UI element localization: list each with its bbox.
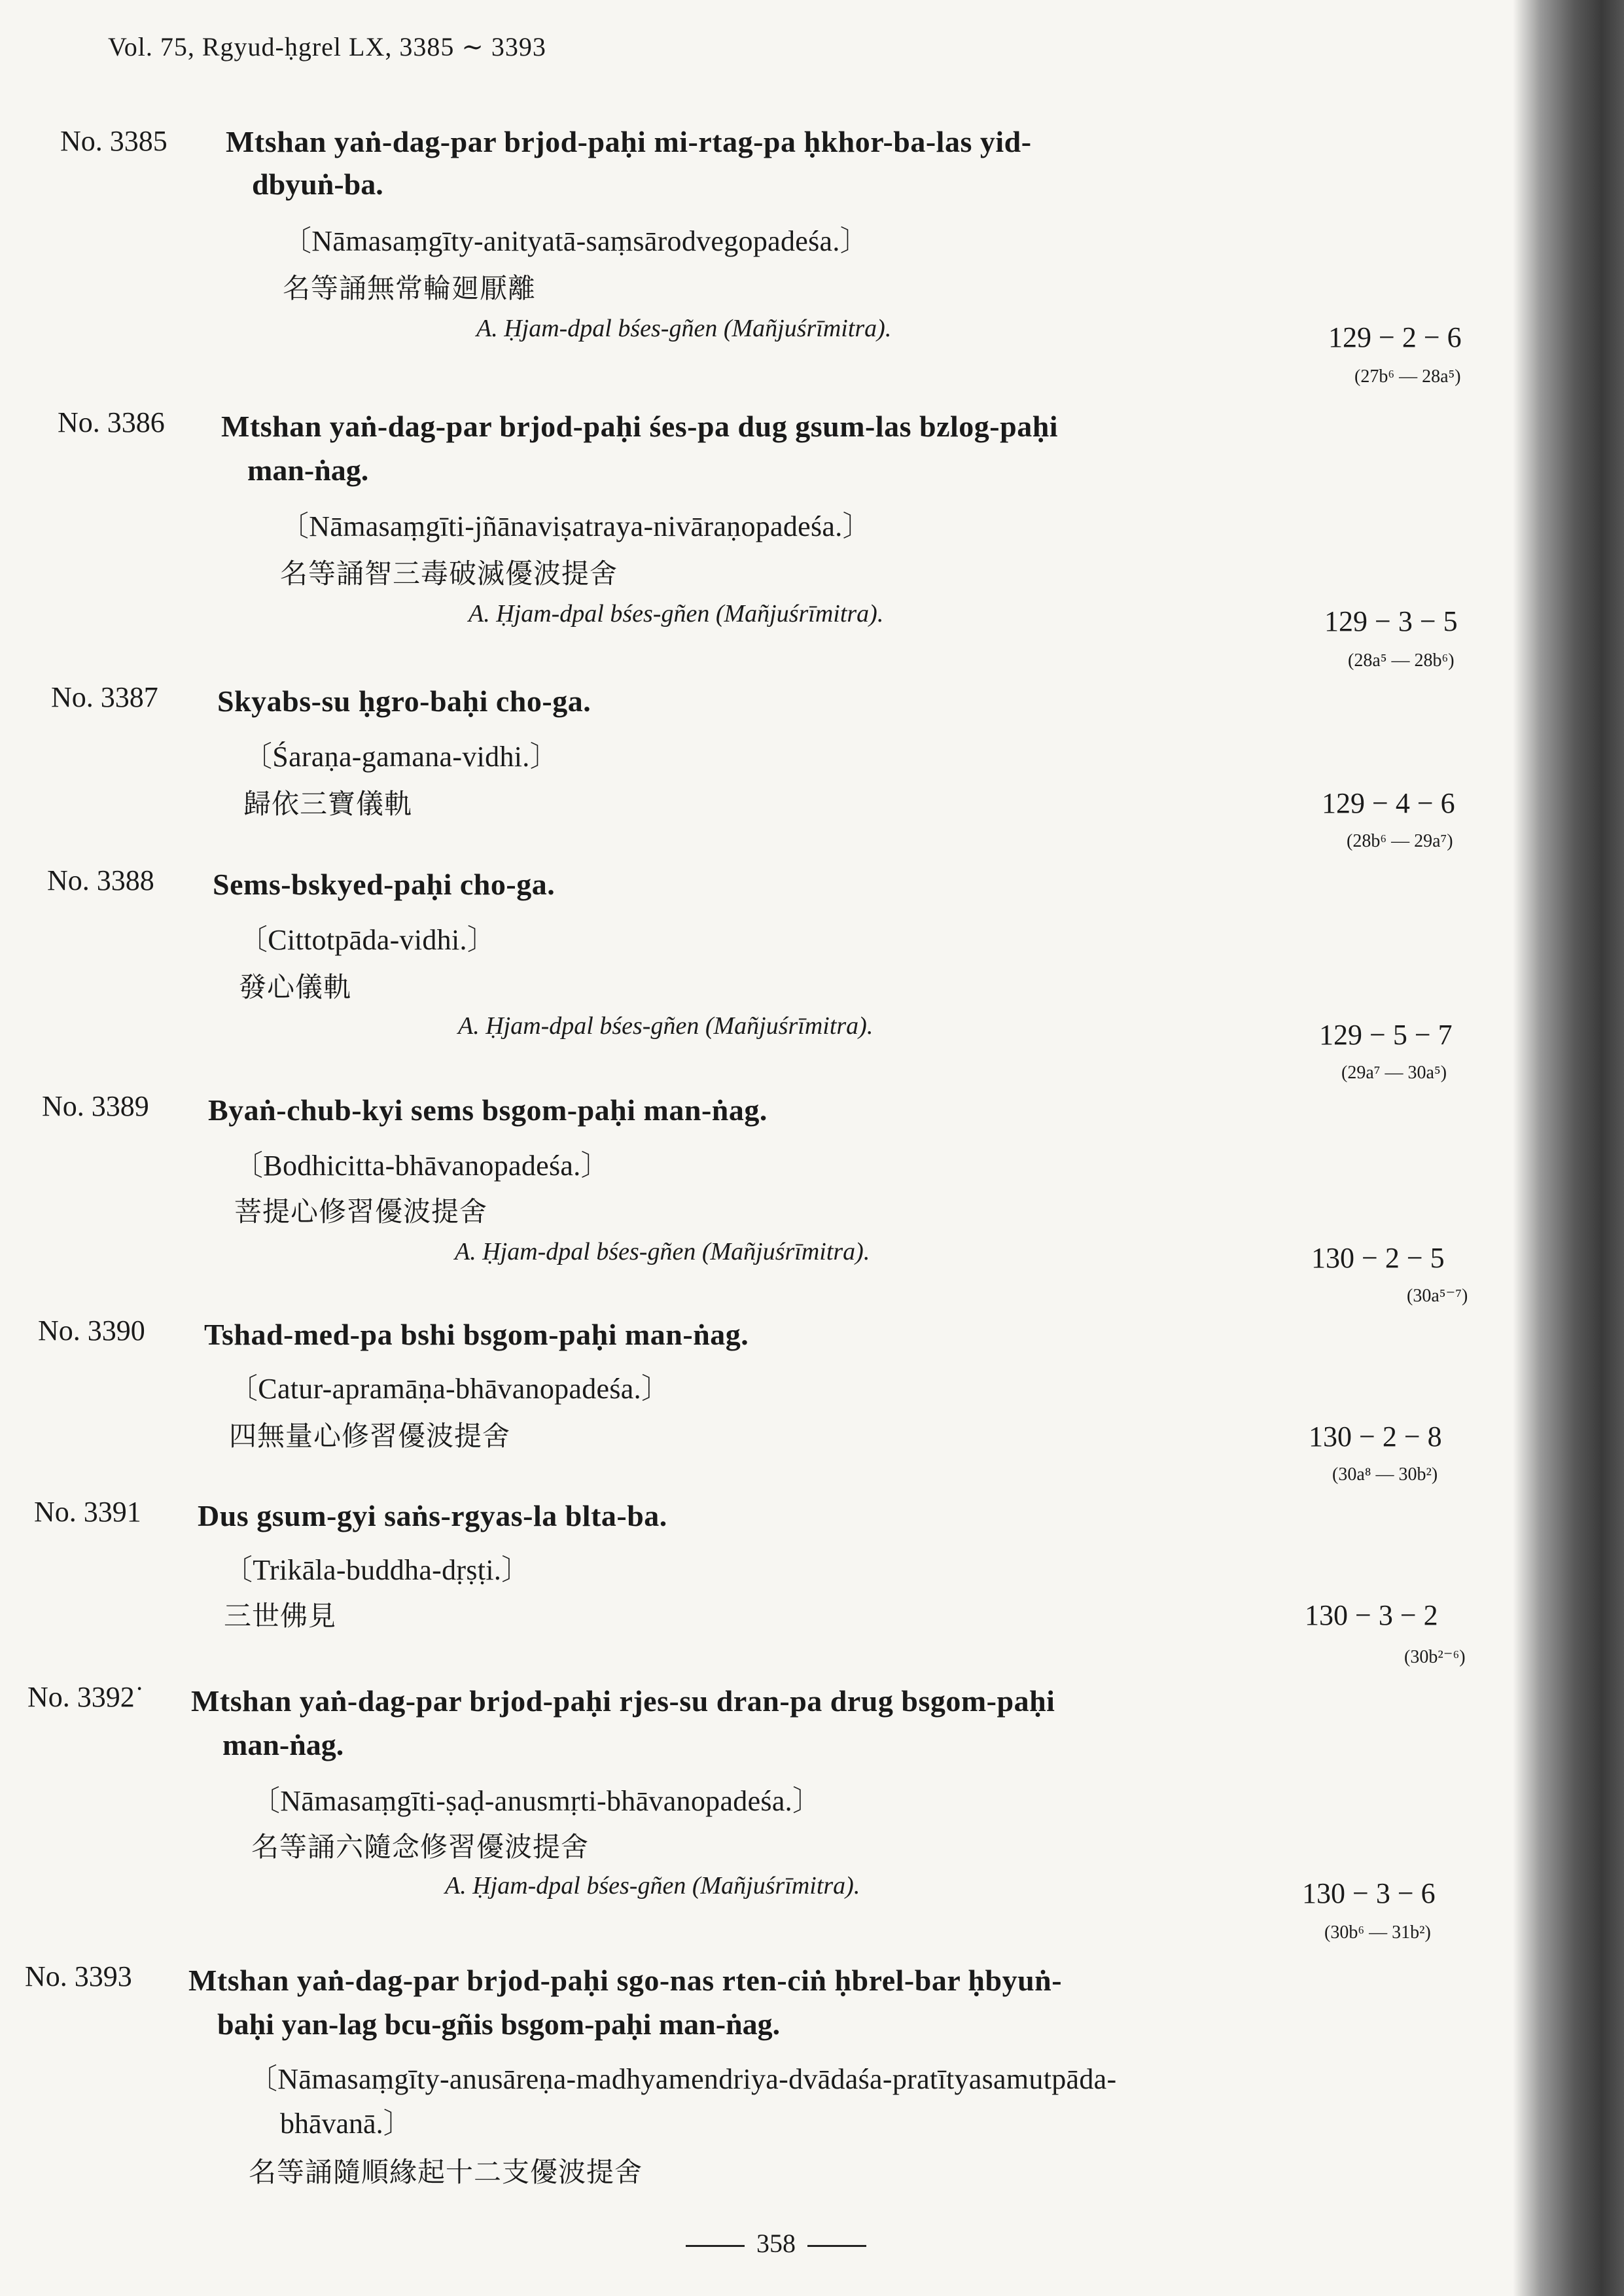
sanskrit-title-continued: bhāvanā.〕 <box>280 2108 412 2140</box>
reference-number: 129 − 2 − 6 <box>1328 321 1462 353</box>
sanskrit-title: 〔Bodhicitta-bhāvanopadeśa.〕 <box>234 1150 610 1182</box>
entry-title: Mtshan yaṅ-dag-par brjod-paḥi mi-rtag-pa ḥkhor-ba-las yid- <box>226 125 1032 158</box>
chinese-title: 四無量心修習優波提舍 <box>229 1420 511 1452</box>
reference-number: 130 − 3 − 2 <box>1305 1599 1438 1631</box>
chinese-title: 菩提心修習優波提舍 <box>234 1195 488 1227</box>
reference-number: 129 − 3 − 5 <box>1324 605 1458 637</box>
sanskrit-title: 〔Nāmasaṃgīty-anusāreṇa-madhyamendriya-dvādaśa-pratītyasamutpāda- <box>249 2063 1117 2095</box>
binding-edge-shadow <box>1513 0 1624 2296</box>
folio-range: (28b⁶ — 29a⁷) <box>1347 831 1453 851</box>
entry-number: No. 3393 <box>25 1960 132 1992</box>
entry-number: No. 3388 <box>47 864 154 896</box>
folio-range: (28a⁵ — 28b⁶) <box>1348 650 1455 671</box>
entry-number: No. 3392˙ <box>27 1681 145 1713</box>
author: A. Ḥjam-dpal bśes-gñen (Mañjuśrīmitra). <box>455 1238 870 1265</box>
entry-title: Dus gsum-gyi saṅs-rgyas-la blta-ba. <box>198 1499 667 1532</box>
folio-range: (30b⁶ — 31b²) <box>1324 1922 1431 1943</box>
sanskrit-title: 〔Nāmasaṃgīti-jñānaviṣatraya-nivāraṇopadeśa.〕 <box>280 510 872 542</box>
entry-title-continued: dbyuṅ-ba. <box>252 168 383 201</box>
folio-range: (27b⁶ — 28a⁵) <box>1354 366 1461 387</box>
entry-title-continued: man-ṅag. <box>247 453 369 487</box>
entry-title: Sems-bskyed-paḥi cho-ga. <box>213 868 556 901</box>
sanskrit-title: 〔Śaraṇa-gamana-vidhi.〕 <box>243 741 559 773</box>
folio-range: (30a⁵⁻⁷) <box>1407 1286 1468 1306</box>
page-number <box>674 2228 878 2259</box>
entry-title: Byaṅ-chub-kyi sems bsgom-paḥi man-ṅag. <box>208 1093 768 1127</box>
entry-number: No. 3389 <box>42 1090 149 1122</box>
entry-number: No. 3390 <box>38 1315 145 1347</box>
chinese-title: 名等誦無常輪廻厭離 <box>283 272 537 304</box>
reference-number: 130 − 2 − 5 <box>1311 1242 1445 1274</box>
chinese-title: 名等誦隨順緣起十二支優波提舍 <box>249 2156 643 2188</box>
running-header: Vol. 75, Rgyud-ḥgrel LX, 3385 ∼ 3393 <box>108 32 546 62</box>
folio-range: (29a⁷ — 30a⁵) <box>1341 1063 1447 1083</box>
sanskrit-title: 〔Nāmasaṃgīty-anityatā-saṃsārodvegopadeśa.〕 <box>283 225 869 257</box>
chinese-title: 三世佛見 <box>224 1600 337 1632</box>
entry-number: No. 3387 <box>51 681 158 713</box>
chinese-title: 名等誦六隨念修習優波提舍 <box>251 1831 590 1863</box>
author: A. Ḥjam-dpal bśes-gñen (Mañjuśrīmitra). <box>468 600 884 627</box>
entry-title-continued: man-ṅag. <box>222 1728 344 1761</box>
folio-range: (30a⁸ — 30b²) <box>1332 1464 1438 1485</box>
page-number-rule-right <box>807 2245 866 2247</box>
chinese-title: 名等誦智三毒破滅優波提舍 <box>280 557 618 590</box>
entry-title: Tshad-med-pa bshi bsgom-paḥi man-ṅag. <box>204 1318 749 1351</box>
sanskrit-title: 〔Cittotpāda-vidhi.〕 <box>239 924 497 956</box>
chinese-title: 歸依三寶儀軌 <box>243 788 413 820</box>
entry-number: No. 3385 <box>60 125 168 157</box>
reference-number: 130 − 3 − 6 <box>1302 1877 1436 1909</box>
folio-range: (30b²⁻⁶) <box>1404 1647 1466 1667</box>
page-number-text: 358 <box>756 2229 796 2258</box>
author: A. Ḥjam-dpal bśes-gñen (Mañjuśrīmitra). <box>445 1872 860 1899</box>
page-number-rule-left <box>686 2245 745 2247</box>
entry-number: No. 3391 <box>34 1496 141 1528</box>
entry-title: Skyabs-su ḥgro-baḥi cho-ga. <box>217 684 591 718</box>
reference-number: 129 − 5 − 7 <box>1319 1019 1453 1051</box>
sanskrit-title: 〔Nāmasaṃgīti-ṣaḍ-anusmṛti-bhāvanopadeśa.〕 <box>251 1785 822 1817</box>
entry-title-continued: baḥi yan-lag bcu-gñis bsgom-paḥi man-ṅag. <box>217 2007 781 2041</box>
reference-number: 130 − 2 − 8 <box>1309 1421 1442 1453</box>
sanskrit-title: 〔Trikāla-buddha-dṛṣṭi.〕 <box>224 1554 531 1586</box>
reference-number: 129 − 4 − 6 <box>1322 787 1455 819</box>
author: A. Ḥjam-dpal bśes-gñen (Mañjuśrīmitra). <box>458 1012 874 1040</box>
sanskrit-title: 〔Catur-apramāṇa-bhāvanopadeśa.〕 <box>229 1373 671 1405</box>
chinese-title: 發心儀軌 <box>239 971 352 1003</box>
author: A. Ḥjam-dpal bśes-gñen (Mañjuśrīmitra). <box>476 315 892 342</box>
entry-number: No. 3386 <box>58 406 165 438</box>
entry-title: Mtshan yaṅ-dag-par brjod-paḥi sgo-nas rten-ciṅ ḥbrel-bar ḥbyuṅ- <box>188 1964 1063 1997</box>
entry-title: Mtshan yaṅ-dag-par brjod-paḥi śes-pa dug gsum-las bzlog-paḥi <box>221 410 1059 443</box>
entry-title: Mtshan yaṅ-dag-par brjod-paḥi rjes-su dran-pa drug bsgom-paḥi <box>191 1684 1055 1718</box>
